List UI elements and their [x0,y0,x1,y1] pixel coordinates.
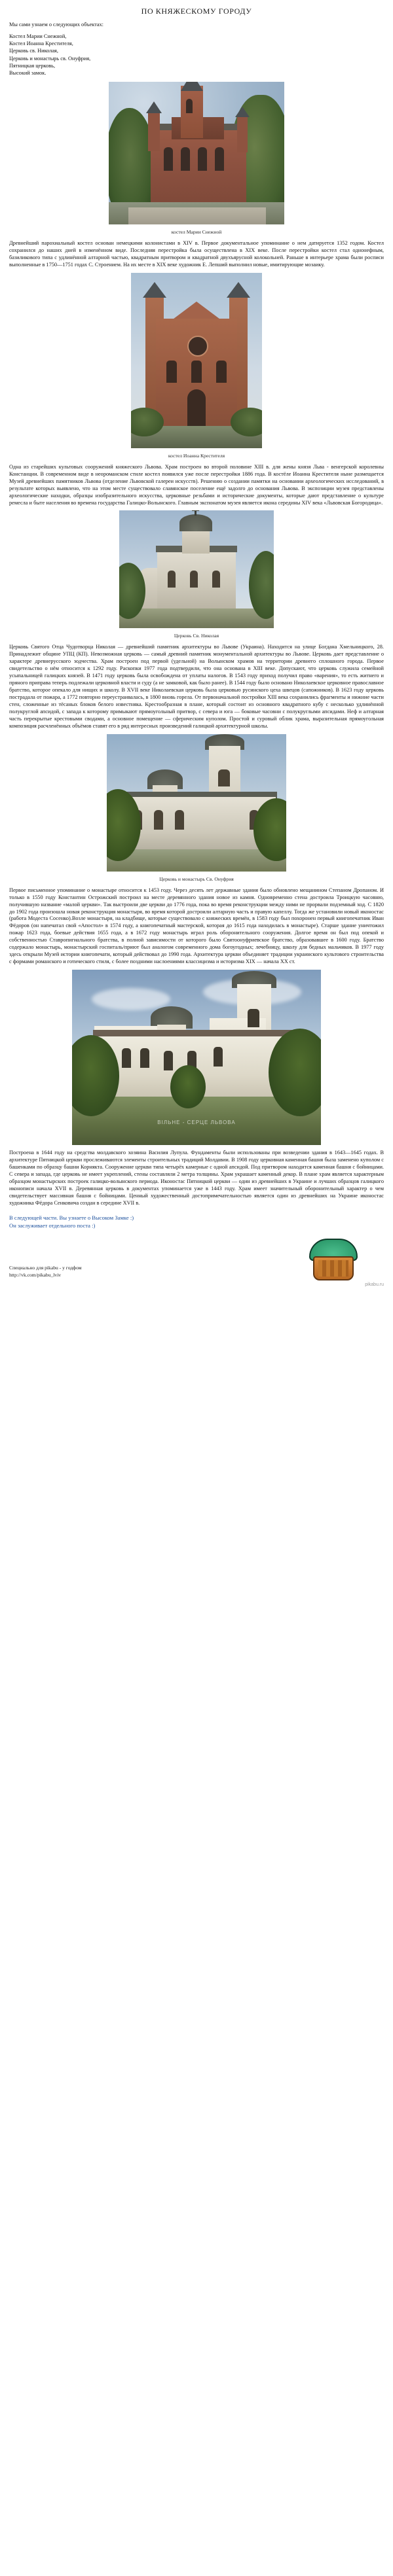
window [212,571,220,588]
window [175,810,184,830]
path [128,207,266,224]
window [168,571,176,588]
photo-complex-wrap [9,970,384,1148]
list-item: Костел Иоанна Крестителя, [9,41,73,47]
ground [107,849,286,872]
window [164,1051,173,1070]
window [215,147,224,171]
turret [148,112,160,151]
cupcake-logo [307,1239,358,1279]
roof [93,1030,296,1036]
closing-note [9,1214,384,1229]
window [216,361,227,383]
section-text-onufriy: Первое письменное упоминание о монастыре относится к 1453 году. Через десять лет державные здания было обновлено мещанином Степаном Дропаном. И только в 1550 году Константин Острожский построил на месте деревянного здания новое из камня. Одновременно стена достроила Троицкую часовню, получившую название «малой церкви». Так выстроили две церкви до 1776 года, пока во время реконструкции между ними не прорвали подземный ход. С 1820 до 1902 года произошла новая реконструкция монастыря, во время которой достроили алтарную часть и правую капеллу. Тогда же установили новый иконостас (работа Модеста Сосенко).Возле монастыря, на кладбище, которые существовало с княжеских времён, в 1583 году был похоронен первый книгопечатник Иван Фёдоров (он напечатал свой «Апостол» в 1574 году, а книгопечатный мастерской, которая до 1615 года находилась в монастыре). Старше здание уничтожил пожар 1623 года, боевые действия 1655 года, а в 1672 году монастырь играл роль оборонительного сооружения. Долгое время он был под опекой и собственностью Ставропигиального братства, в полной зависимости от которого было Святоонуфриевское братство, образовавшее в 1600 году. Братство содержало монастырь, монастырский госпиталь/приют был аналогом современного дома богоугодных; лечебницу, школу для бедных мальчиков. В 1977 году здесь открыли Музей истории книгопечати, который действовал до 1990 года. Архитектура церкви объединяет традиции украинского культового строительства с формами романского и готического стиля, с более поздними наслоениями классицизма и историзма XIX — начала XX ст. [9,887,384,965]
photo-monastery-complex [72,970,321,1145]
object-list [9,33,384,77]
window [166,361,177,383]
photo-onufriy [107,734,286,872]
belfry-window [248,1009,259,1027]
photo-maria-snezhnaya [109,82,284,224]
window [154,810,163,830]
drum [182,527,210,554]
list-item: Пятницкая церковь, [9,62,56,69]
list-item: Высокий замок. [9,69,47,76]
photo-ioann-krestitel [131,273,262,448]
turret [237,116,248,152]
footer-link[interactable]: http://vk.com/pikabu_lviv [9,1271,62,1278]
spire [181,82,203,91]
section-text-maria-snezhnaya: Древнейший парохиальный костел основан немецкими колонистами в XIV в. Первое документальное упоминание о нем датируется 1352 годом. Костел сохранился до наших дней в изменённом виде. Последняя перестройка была осуществлена в XIX веке. После перестройки костел стал однонефным, базиликового типа с удлинённой алтарной частью, квадратным притвором и квадратной двухъярусной колокольней. Раньше в интерьере храма были росписи выполненные в 1750—1751 годах С. Строением. На их месте в XIX веке художник Е. Лепший выполнил новые, имитирующие мозаику. [9,240,384,268]
window [181,147,190,171]
photo-watermark: ВІЛЬНЕ - СЕРЦЕ ЛЬВОВА [157,1120,236,1125]
cross-icon [195,510,196,516]
section-text-ioann-krestitel: Одна из старейших культовых сооружений княжеского Львова. Храм построен во второй половине XIII в. для жены князя Льва - венгерской королевны Констанции. В современном виде в неороманском стиле костел появился уже после перестройки 1886 года. В костёле Иоанна Крестителя ныне размещается Музей древнейших памятников Львова (отделение Львовской галереи искусств). Решению о создании памятки на основании археологических исследований, в результате которых выявлено, что на этом месте существовало славянское поселение ещё задолго до основания Львова. В экспозиции музея представлены археологические находки, образцы изобразительного искусства, церковные резьбами и исторические документы, которые дают представление о культуре ремесла и быте населения во времена государства Галицко-Волынского. Главным экспонатом музея является икона середины XIV века «Львовская Богородица». [9,463,384,506]
cupcake-base [313,1256,354,1280]
window [140,1048,149,1068]
footer [9,1239,384,1288]
window [190,571,198,588]
photo-caption: Церковь Св. Николая [174,633,219,639]
closing-line-2: Он заслуживает отдельного поста :) [9,1222,96,1229]
photo-onufriy-wrap [9,734,384,875]
dome [179,514,212,531]
photo-caption: костел Марии Снежной [171,229,222,236]
tree [170,1065,206,1108]
list-item: Костел Марии Снежной, [9,33,67,39]
photo-maria-snezhnaya-wrap [9,82,384,228]
page-title: ПО КНЯЖЕСКОМУ ГОРОДУ [141,7,252,16]
intro-text: Мы сами узнаем о следующих объектах: [9,22,103,27]
photo-st-nicholas [119,510,274,628]
window [198,147,207,171]
photo-st-nicholas-wrap [9,510,384,631]
window [191,361,202,383]
photo-caption: Церковь и монастырь Св. Онуфрия [159,875,234,882]
belfry-window [186,99,193,113]
section-text-st-nicholas: Церковь Святого Отца Чудотворца Николая — древнейший памятник архитектуры во Львове (Украина). Находится на улице Богдана Хмельницкого, 28. Принадлежит общине УПЦ (КП). Невозможная церковь — самый древний памятник монументальной архитектуры во Львове. Церковь дает представление о характере древнерусского зодчества. Храм построен под первой (удельной) на Волынском храмов на территории древнего сплошного города. Первое свидетельство о нём относится к 1292 году. Раскопки 1977 года подтвердили, что она основана в XIII веке. Допускают, что церковь служила семейной усыпальницей галицких князей. В 1471 году церковь была освобождена от уплаты налогов. В 1543 году приход получил право «варения», то есть житнего и пряного приправа теперь подлежали церковной власти и суду (а не замковой, как было ранее). В 1544 году было основано Николаевское церковное православное братство, которое опекало для нищих и школу. В XVII веке Николаевская церковь была церковью русинского цеха швецов (сапожников). В 1623 году церковь пострадала от пожара, а 1772 повторно переустраивалась, в 1800 вновь горела. От первоначальной постройки XIII века сохранились фрагменты и нижние части стен, сложенные из тёсаных блоков белого известняка. Крестообразная в плане, который состоит из основного квадратного кубу с несколько удлинённой полукруглой апсидой, с запада к которому примыкают прямоугольный притвор, с севера и юга — боковые часовни с полукруглыми апсидами. Неф и алтарная часть перекрытые крестовыми сводами, а основное помещение — сферическим куполом. Простой и суровый облик храма, выразительная прямоугольная композиция расчленённых объёмов ставят его в ряд интересных произведений галицкой архитектурной школы. [9,644,384,729]
list-item: Церковь и монастырь св. Онуфрия, [9,55,91,62]
ground [119,609,274,628]
window [164,147,173,171]
window [214,1047,223,1067]
footer-credit: Специально для pikabu - у годфом [9,1265,82,1271]
photo-ioann-krestitel-wrap [9,273,384,451]
window [122,1048,131,1068]
list-item: Церковь св. Николая, [9,48,58,54]
footer-text [9,1265,82,1279]
rose-window [187,336,208,357]
footer-row [9,1239,384,1279]
site-watermark: pikabu.ru [365,1282,384,1287]
entrance-door [187,389,206,426]
photo-caption: костел Иоанна Крестителя [168,452,225,459]
belfry-window [218,769,230,786]
final-text: Построена в 1644 году на средства молдавского хозяина Василия Лупула. Фундаменты были использованы при возведении здания в 1643—1645 годах. В архитектуре Пятницкой церкви прослеживаются элементы строительных традиций Молдавии. В 1908 году церковная каменная башня была заменено куполом с башенками по образцу башни Корнякта. Сооружение церкви типа четырёх камерные с одной апсидой. Под притвором находится каменная башня с бойницами. С севера и запада, где церковь не имеет укреплений, стены составляли 2 метра толщины. Храм украшает каменный декор. В плане храм является характерным образцом монастырских построек галицко-волынского периода. Иконостас Пятницкой церкви — один из древнейших в Украине и лучших образцов галицкого иконописи начала XVII в. Деревянная церковь в документах упоминается уже в 1443 году. Храм имеет значительный оборонительный характер о чем свидетельствует массивная башня с бойницами. Ценный художественный достопримечательностью является один из древнейших на Украине иконостас художника Фёдора Сенковича создан в середине XVII в. [9,1150,384,1206]
closing-line-1: В следующей части. Вы узнаете о Высоком Замке :) [9,1214,134,1221]
cloud [92,988,170,1010]
